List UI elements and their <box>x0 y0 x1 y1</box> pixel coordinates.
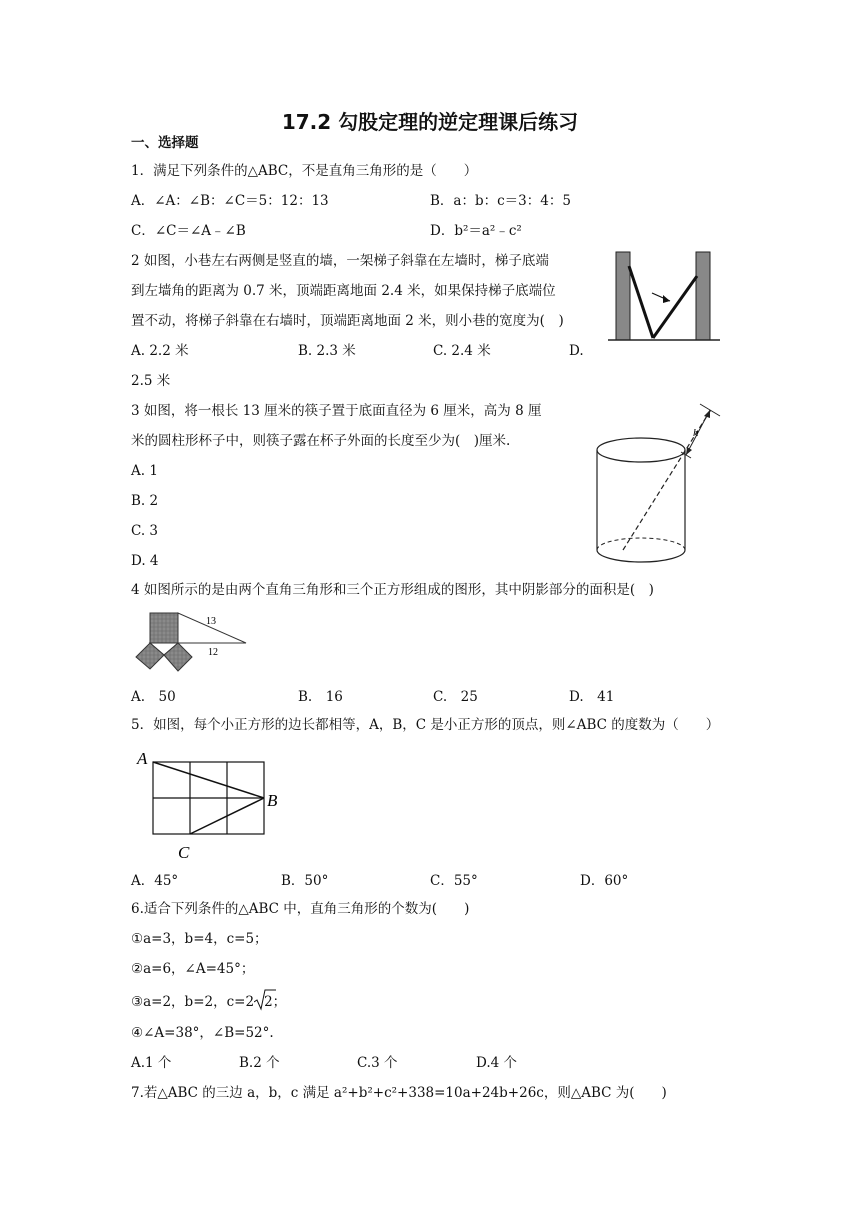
q5-stem: 5．如图，每个小正方形的边长都相等，A，B，C 是小正方形的顶点，则∠ABC 的度数为（ ） <box>131 717 720 733</box>
point-b-label: B <box>267 791 278 810</box>
q7-stem: 7.若△ABC 的三边 a，b，c 满足 a²+b²+c²+338=10a+24b+26c，则△ABC 为( ) <box>131 1085 667 1101</box>
q2-stem-line1: 2 如图，小巷左右两侧是竖直的墙，一架梯子斜靠在左墙时，梯子底端 <box>131 253 549 269</box>
q4-option-c: C. 25 <box>433 689 478 705</box>
q1-option-d: D．b²＝a²﹣c² <box>430 223 522 239</box>
q6-option-a: A.1 个 <box>131 1055 172 1071</box>
point-a-label: A <box>137 749 148 768</box>
q2-stem-line3: 置不动，将梯子斜靠在右墙时，顶端距离地面 2 米，则小巷的宽度为( ) <box>131 313 564 329</box>
q2-option-d: D. <box>569 343 584 359</box>
ladder-alley-figure <box>608 246 728 346</box>
q3-option-a: A. 1 <box>131 463 158 479</box>
q3-stem-line1: 3 如图，将一根长 13 厘米的筷子置于底面直径为 6 厘米，高为 8 厘 <box>131 403 542 419</box>
q6-stem: 6.适合下列条件的△ABC 中，直角三角形的个数为( ) <box>131 901 470 917</box>
cylinder-chopstick-figure <box>590 400 730 568</box>
q1-option-a: A．∠A：∠B：∠C＝5：12：13 <box>131 193 329 209</box>
q2-option-d-value: 2.5 米 <box>131 373 171 389</box>
q5-option-d: D．60° <box>580 873 629 889</box>
radical-sign-icon <box>254 989 276 1013</box>
q6-item-3-suffix: ； <box>272 994 287 1010</box>
q2-option-a: A. 2.2 米 <box>131 343 189 359</box>
q6-item-3 <box>131 993 286 1011</box>
q6-option-c: C.3 个 <box>357 1055 398 1071</box>
q2-option-c: C. 2.4 米 <box>433 343 491 359</box>
q2-stem-line2: 到左墙角的距离为 0.7 米，顶端距离地面 2.4 米，如果保持梯子底端位 <box>131 283 556 299</box>
q3-stem-line2: 米的圆柱形杯子中，则筷子露在杯子外面的长度至少为( )厘米. <box>131 433 511 449</box>
squares-triangles-figure <box>128 605 254 679</box>
label-13: 13 <box>206 616 216 627</box>
q1-stem: 1．满足下列条件的△ABC，不是直角三角形的是（ ） <box>131 163 478 179</box>
grid-angle-figure <box>134 744 294 862</box>
q5-option-c: C．55° <box>430 873 478 889</box>
q6-item-1: ①a=3，b=4，c=5； <box>131 931 268 947</box>
q1-option-b: B．a：b：c＝3：4：5 <box>430 193 571 209</box>
section-heading: 一、选择题 <box>131 135 199 151</box>
q4-option-a: A. 50 <box>131 689 176 705</box>
q4-option-b: B. 16 <box>298 689 343 705</box>
q6-option-d: D.4 个 <box>476 1055 518 1071</box>
q2-option-b: B. 2.3 米 <box>298 343 356 359</box>
q3-option-c: C. 3 <box>131 523 159 539</box>
q4-stem: 4 如图所示的是由两个直角三角形和三个正方形组成的图形，其中阴影部分的面积是( ) <box>131 582 654 598</box>
label-12: 12 <box>208 647 218 658</box>
sqrt-radicand: 2 <box>264 994 273 1010</box>
sqrt-symbol <box>254 993 273 1011</box>
h-label: h <box>693 427 699 439</box>
page-title: 17.2 勾股定理的逆定理课后练习 <box>281 110 579 134</box>
q3-option-d: D. 4 <box>131 553 159 569</box>
q3-option-b: B. 2 <box>131 493 159 509</box>
q1-option-c: C．∠C＝∠A﹣∠B <box>131 223 246 239</box>
point-c-label: C <box>178 843 190 862</box>
q6-item-4: ④∠A=38°，∠B=52°. <box>131 1025 274 1041</box>
q6-item-3-prefix: ③a=2，b=2，c=2 <box>131 994 255 1010</box>
q6-item-2: ②a=6，∠A=45°； <box>131 961 255 977</box>
q6-option-b: B.2 个 <box>239 1055 280 1071</box>
q5-option-b: B．50° <box>281 873 329 889</box>
q4-option-d: D. 41 <box>569 689 615 705</box>
q5-option-a: A．45° <box>131 873 179 889</box>
